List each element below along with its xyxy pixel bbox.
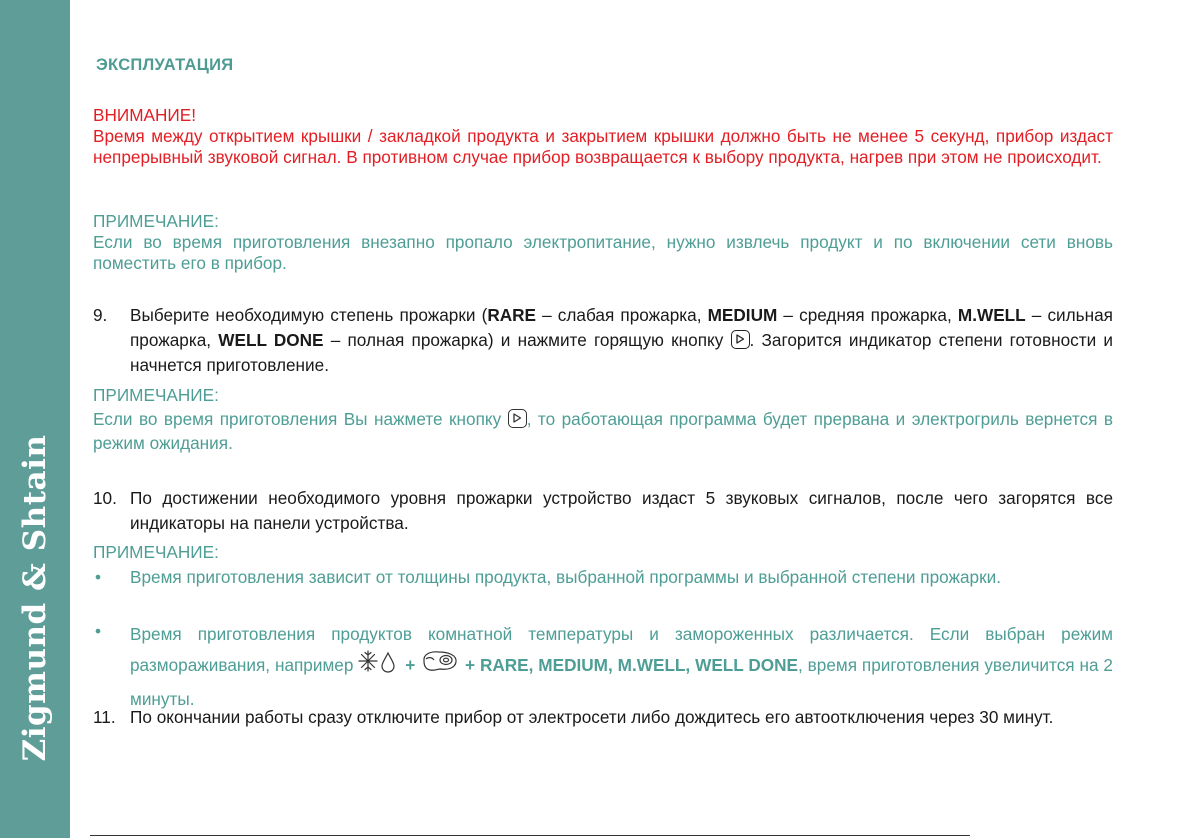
note-heading: ПРИМЕЧАНИЕ: [93,211,219,231]
step-9 [93,303,1113,378]
step-number: 11. [93,707,116,727]
rare-label: RARE [487,305,537,325]
bullet-text: Время приготовления продуктов комнатной температуры и замороженных различается. Если выбран режим размораживания, например + + RARE, MEDIUM, M.WELL, WELL DONE, время приготовления увеличится на 2 минуты. [130,624,1113,709]
bullet-item [93,565,1113,590]
warning-heading: ВНИМАНИЕ! [93,105,197,125]
defrost-icon [358,649,400,684]
welldone-label: WELL DONE [218,330,324,350]
doneness-levels: + RARE, MEDIUM, M.WELL, WELL DONE [465,655,799,675]
play-button-icon [731,330,750,349]
step-number: 10. [93,488,117,508]
step-10 [93,486,1113,536]
medium-label: MEDIUM [707,305,778,325]
note-time-block [93,540,1113,565]
steak-icon [420,649,460,684]
note-interrupt-text: Если во время приготовления Вы нажмете кнопку , то работающая программа будет прервана и электрогриль вернется в режим ожидания. [93,409,1113,453]
note-power-block [93,211,1113,274]
note-interrupt-block [93,383,1113,455]
brand-sidebar [0,0,70,838]
bullet-mark: • [95,567,102,587]
bullet-mark: • [95,621,102,641]
step-11-text: По окончании работы сразу отключите прибор от электросети либо дождитесь его автоотключения через 30 минут. [130,707,1054,727]
brand-logo: Zigmund & Shtain [17,434,53,762]
play-button-icon [508,409,527,428]
bullet-item [93,619,1113,714]
step-11 [93,705,1113,730]
step-number: 9. [93,305,108,325]
bullet-text: Время приготовления зависит от толщины продукта, выбранной программы и выбранной степени прожарки. [130,567,1002,587]
step-10-text: По достижении необходимого уровня прожарки устройство издаст 5 звуковых сигналов, после чего загорятся все индикаторы на панели устройства. [130,488,1113,533]
step-9-text: Выберите необходимую степень прожарки (RARE – слабая прожарка, MEDIUM – средняя прожарка, M.WELL – сильная прожарка, WELL DONE – полная прожарка) и нажмите горящую кнопку . Загорится индикатор степени готовности и начнется приготовление. [130,305,1113,375]
section-title: ЭКСПЛУАТАЦИЯ [96,56,234,74]
warning-block [93,105,1113,168]
mwell-label: M.WELL [957,305,1026,325]
note-heading: ПРИМЕЧАНИЕ: [93,385,219,405]
plus-sign: + [405,655,416,675]
warning-text: Время между открытием крышки / закладкой продукта и закрытием крышки должно быть не менее 5 секунд, прибор издаст непрерывный звуковой сигнал. В противном случае прибор возвращается к выбору продукта, нагрев при этом не происходит. [93,126,1113,167]
note-power-text: Если во время приготовления внезапно пропало электропитание, нужно извлечь продукт и по включении сети вновь поместить его в прибор. [93,232,1113,273]
bottom-divider [90,835,970,836]
note-heading: ПРИМЕЧАНИЕ: [93,542,219,562]
